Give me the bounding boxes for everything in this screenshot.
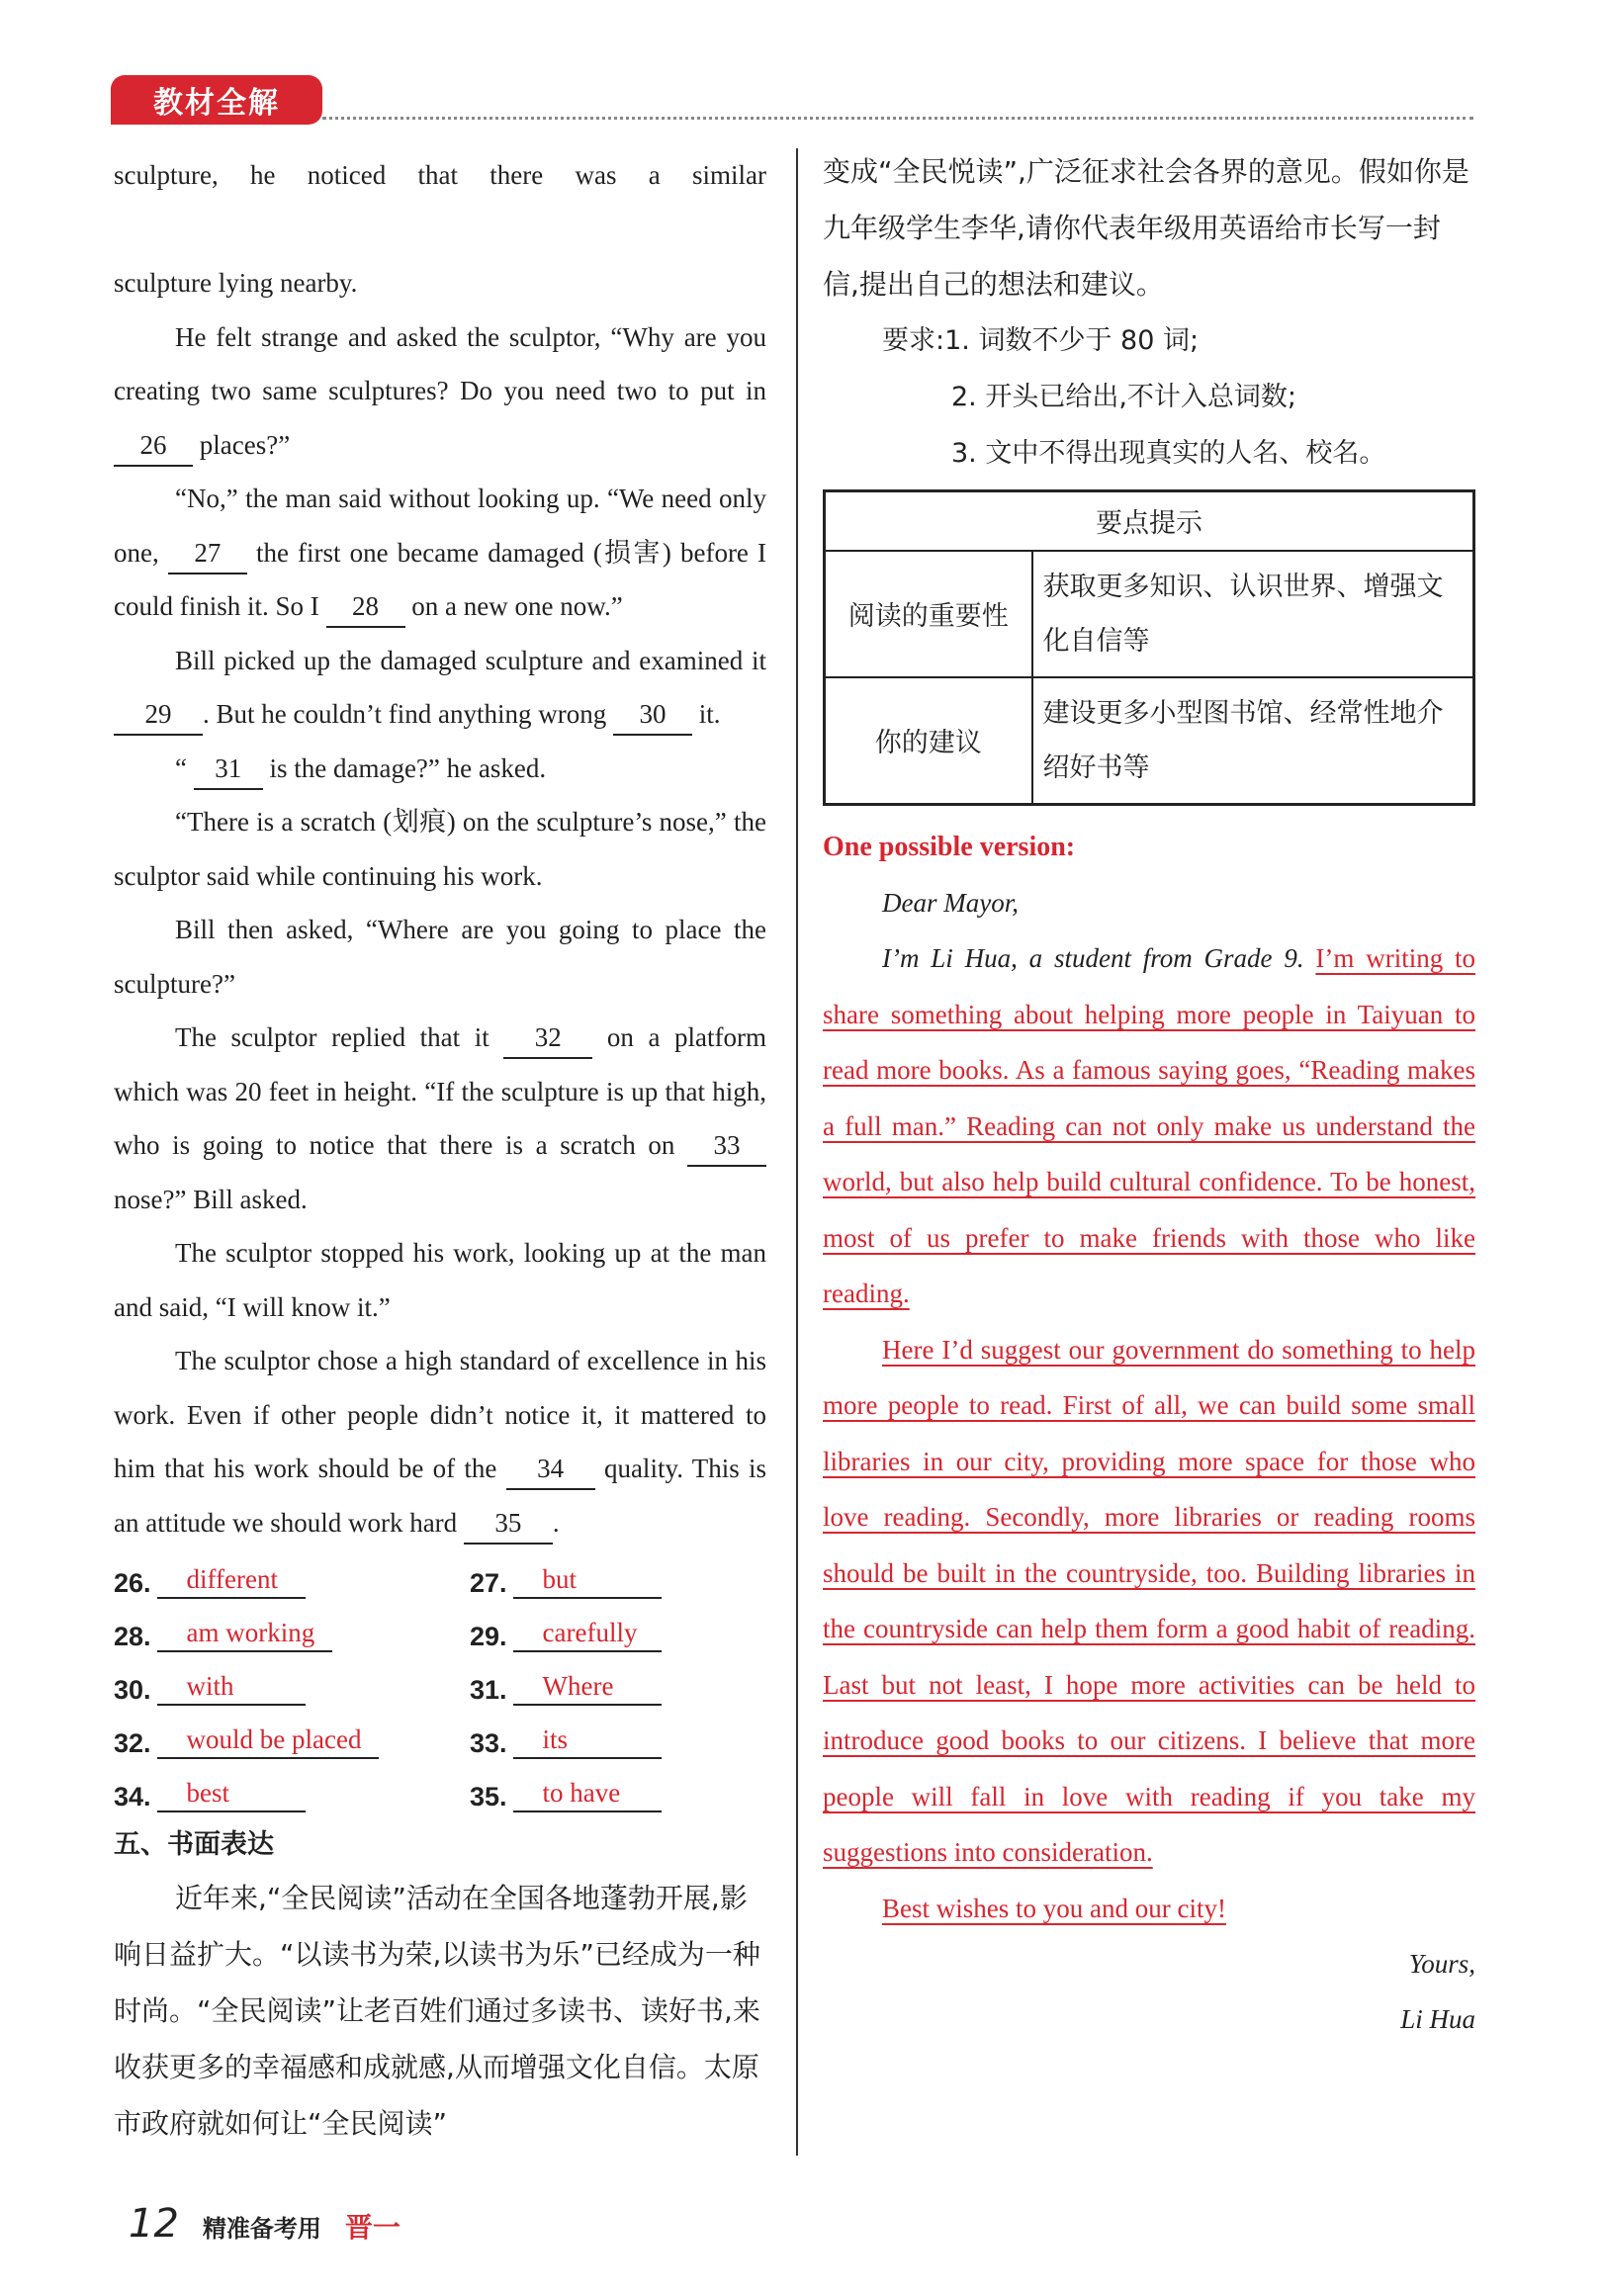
- page-number: 12: [129, 2201, 179, 2247]
- left-column: [114, 148, 766, 2152]
- answer-item: 32. would be placed: [114, 1716, 470, 1759]
- blank-28: 28: [326, 586, 405, 628]
- blank-32: 32: [503, 1017, 592, 1059]
- essay-wishes: Best wishes to you and our city!: [882, 1893, 1226, 1923]
- right-column: [823, 143, 1475, 2047]
- passage-paragraph: “No,” the man said without looking up. “We need only one, 27 the first one became damaged (损害) before I could finish it. So I 28 on a new one now.”: [114, 472, 766, 634]
- passage-paragraph: Bill picked up the damaged sculpture and examined it 29 . But he couldn’t find anything wrong 30 it.: [114, 634, 766, 742]
- table-value: 获取更多知识、认识世界、增强文化自信等: [1032, 551, 1474, 677]
- tips-table: [823, 489, 1475, 806]
- writing-prompt: 近年来,“全民阅读”活动在全国各地蓬勃开展,影响日益扩大。“以读书为荣,以读书为乐”已经成为一种时尚。“全民阅读”让老百姓们通过多读书、读好书,来收获更多的幸福感和成就感,从而增强文化自信。太原市政府就如何让“全民阅读”: [114, 1882, 760, 2140]
- version-label: One possible version:: [823, 831, 1076, 862]
- passage-paragraph: He felt strange and asked the sculptor, “Why are you creating two same sculptures? Do you need two to put in 26 places?”: [114, 310, 766, 473]
- answer-item: 30. with: [114, 1662, 470, 1706]
- blank-31: 31: [194, 749, 263, 790]
- answer-item: 26. different: [114, 1555, 470, 1599]
- answer-item: 34. best: [114, 1769, 470, 1812]
- answer-item: 29. carefully: [470, 1609, 766, 1652]
- blank-29: 29: [114, 694, 203, 736]
- blank-30: 30: [613, 694, 692, 736]
- section-title: 五、书面表达: [114, 1829, 274, 1860]
- footer-region: 晋一: [344, 2211, 400, 2244]
- passage-paragraph: “There is a scratch (划痕) on the sculpture’s nose,” the sculptor said while continuing his work.: [114, 807, 766, 891]
- essay-paragraph-1: I’m Li Hua, a student from Grade 9. I’m writing to share something about helping more people in Taiyuan to read more books. As a famous saying goes, “Reading makes a full man.” Reading can not only make us understand the world, but also help build cultural confidence. To be honest, most of us prefer to make friends with those who like reading.: [823, 943, 1476, 1308]
- answer-item: 31. Where: [470, 1662, 766, 1706]
- passage-paragraph: “ 31 is the damage?” he asked.: [114, 742, 766, 796]
- table-row: [825, 677, 1474, 805]
- writing-prompt-continued: 变成“全民悦读”,广泛征求社会各界的意见。假如你是九年级学生李华,请你代表年级用英语给市长写一封信,提出自己的想法和建议。: [823, 155, 1469, 301]
- essay-paragraph-2: Here I’d suggest our government do something to help more people to read. First of all, we can build some small libraries in our city, providing more space for those who love reading. Secondly, more libraries or reading rooms should be built in the countryside, too. Building libraries in the countryside can help them form a good habit of reading. Last but not least, I hope more activities can be held to introduce good books to our citizens. I believe that more people will fall in love with reading if you take my suggestions into consideration.: [823, 1334, 1475, 1867]
- blank-26: 26: [114, 425, 193, 467]
- blank-33: 33: [687, 1125, 766, 1167]
- answer-grid: [114, 1555, 766, 1812]
- column-divider: [796, 148, 798, 2156]
- salutation: Dear Mayor,: [882, 887, 1019, 918]
- requirement-1: 要求:1. 词数不少于 80 词;: [882, 325, 1200, 356]
- blank-27: 27: [168, 533, 247, 574]
- passage-line: sculpture, he noticed that there was a similar: [114, 160, 766, 190]
- tips-table-header: 要点提示: [825, 491, 1474, 551]
- answer-item: 28. am working: [114, 1609, 470, 1652]
- requirement-2: 2. 开头已给出,不计入总词数;: [951, 382, 1297, 412]
- closing: Yours,: [1408, 1949, 1475, 1979]
- table-key: 阅读的重要性: [825, 551, 1032, 677]
- blank-34: 34: [506, 1449, 595, 1490]
- passage-line: sculpture lying nearby.: [114, 268, 358, 298]
- signature: Li Hua: [1400, 2004, 1475, 2034]
- passage-paragraph: The sculptor stopped his work, looking up at the man and said, “I will know it.”: [114, 1238, 766, 1322]
- footer-text: 精准备考用: [202, 2215, 321, 2243]
- table-key: 你的建议: [825, 677, 1032, 805]
- page-footer: [129, 2201, 400, 2247]
- answer-item: 27. but: [470, 1555, 766, 1599]
- section-tab: 教材全解: [111, 75, 322, 125]
- requirement-3: 3. 文中不得出现真实的人名、校名。: [951, 438, 1386, 469]
- header-rule: [322, 117, 1473, 120]
- answer-item: 35. to have: [470, 1769, 766, 1812]
- answer-item: 33. its: [470, 1716, 766, 1759]
- passage-paragraph: Bill then asked, “Where are you going to place the sculpture?”: [114, 915, 766, 999]
- blank-35: 35: [464, 1503, 553, 1545]
- table-value: 建设更多小型图书馆、经常性地介绍好书等: [1032, 677, 1474, 805]
- table-row: [825, 551, 1474, 677]
- passage-paragraph: The sculptor replied that it 32 on a platform which was 20 feet in height. “If the sculpture is up that high, who is going to notice that there is a scratch on 33 nose?” Bill asked.: [114, 1011, 766, 1226]
- passage-paragraph: The sculptor chose a high standard of excellence in his work. Even if other people didn’t notice it, it mattered to him that his work should be of the 34 quality. This is an attitude we should work hard 35 .: [114, 1334, 766, 1549]
